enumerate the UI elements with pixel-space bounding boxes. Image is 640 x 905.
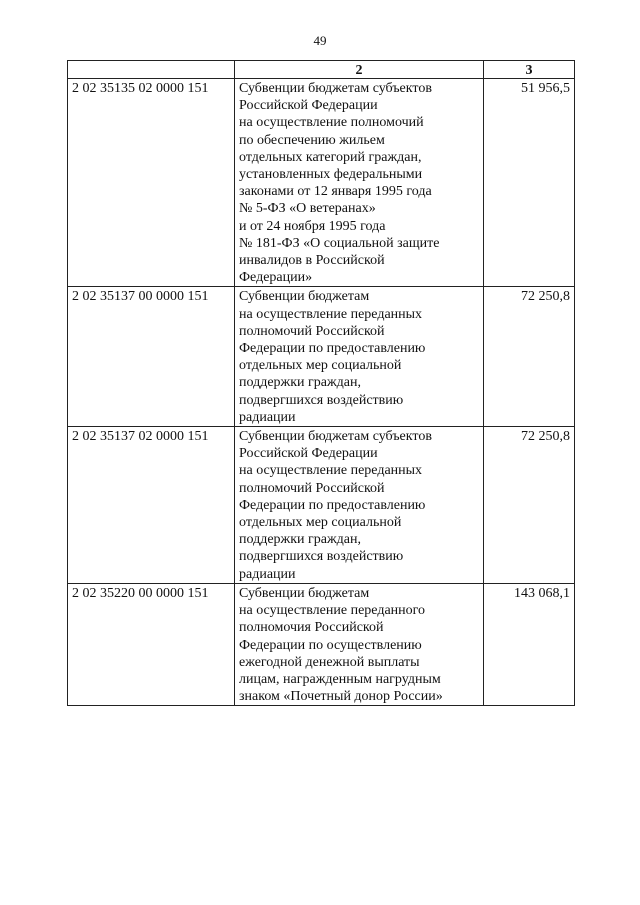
description-line: отдельных мер социальной (239, 358, 402, 374)
description-cell (235, 287, 484, 427)
amount-cell: 143 068,1 (484, 583, 575, 705)
table-row (68, 583, 575, 705)
budget-table-body (68, 61, 575, 706)
description-line: полномочия Российской (239, 620, 384, 636)
budget-code-cell: 2 02 35137 02 0000 151 (68, 427, 235, 584)
description-line: лицам, награжденным нагрудным (239, 671, 441, 687)
description-line: и от 24 ноября 1995 года (239, 218, 386, 234)
description-line: № 5-ФЗ «О ветеранах» (239, 201, 376, 217)
budget-code-cell: 2 02 35135 02 0000 151 (68, 79, 235, 287)
description-line: Федерации» (239, 270, 313, 286)
description-line: полномочий Российской (239, 323, 385, 339)
description-line: радиации (239, 409, 296, 425)
description-line: на осуществление полномочий (239, 115, 424, 131)
description-line: установленных федеральными (239, 167, 423, 183)
description-line: Федерации по предоставлению (239, 497, 426, 513)
header-cell-code (68, 61, 235, 79)
description-line: поддержки граждан, (239, 532, 361, 548)
description-line: Российской Федерации (239, 446, 378, 462)
description-line: подвергшихся воздействию (239, 549, 404, 565)
description-line: поддержки граждан, (239, 375, 361, 391)
header-cell-amount: 3 (484, 61, 575, 79)
budget-table (67, 60, 575, 706)
table-row (68, 287, 575, 427)
description-line: законами от 12 января 1995 года (239, 184, 432, 200)
description-cell (235, 583, 484, 705)
description-cell (235, 79, 484, 287)
table-row (68, 427, 575, 584)
description-line: № 181-ФЗ «О социальной защите (239, 235, 440, 251)
page-number: 49 (313, 33, 327, 48)
amount-cell: 51 956,5 (484, 79, 575, 287)
description-line: отдельных категорий граждан, (239, 149, 422, 165)
description-line: на осуществление переданных (239, 306, 423, 322)
amount-cell: 72 250,8 (484, 427, 575, 584)
description-line: Субвенции бюджетам субъектов (239, 81, 432, 96)
description-line: Субвенции бюджетам (239, 289, 370, 305)
description-line: ежегодной денежной выплаты (239, 654, 420, 670)
amount-cell: 72 250,8 (484, 287, 575, 427)
table-row (68, 79, 575, 287)
description-line: знаком «Почетный донор России» (239, 689, 443, 705)
description-line: Федерации по осуществлению (239, 637, 422, 653)
description-line: по обеспечению жильем (239, 132, 385, 148)
description-line: Российской Федерации (239, 98, 378, 114)
budget-code-cell: 2 02 35137 00 0000 151 (68, 287, 235, 427)
description-line: инвалидов в Российской (239, 253, 385, 269)
description-line: Субвенции бюджетам (239, 585, 370, 601)
description-line: на осуществление переданного (239, 603, 426, 619)
table-header-row (68, 61, 575, 79)
description-line: подвергшихся воздействию (239, 392, 404, 408)
description-line: отдельных мер социальной (239, 515, 402, 531)
budget-code-cell: 2 02 35220 00 0000 151 (68, 583, 235, 705)
header-cell-description: 2 (235, 61, 484, 79)
description-cell (235, 427, 484, 584)
description-line: Федерации по предоставлению (239, 341, 426, 357)
description-line: Субвенции бюджетам субъектов (239, 429, 432, 445)
description-line: полномочий Российской (239, 480, 385, 496)
description-line: радиации (239, 566, 296, 582)
description-line: на осуществление переданных (239, 463, 423, 479)
